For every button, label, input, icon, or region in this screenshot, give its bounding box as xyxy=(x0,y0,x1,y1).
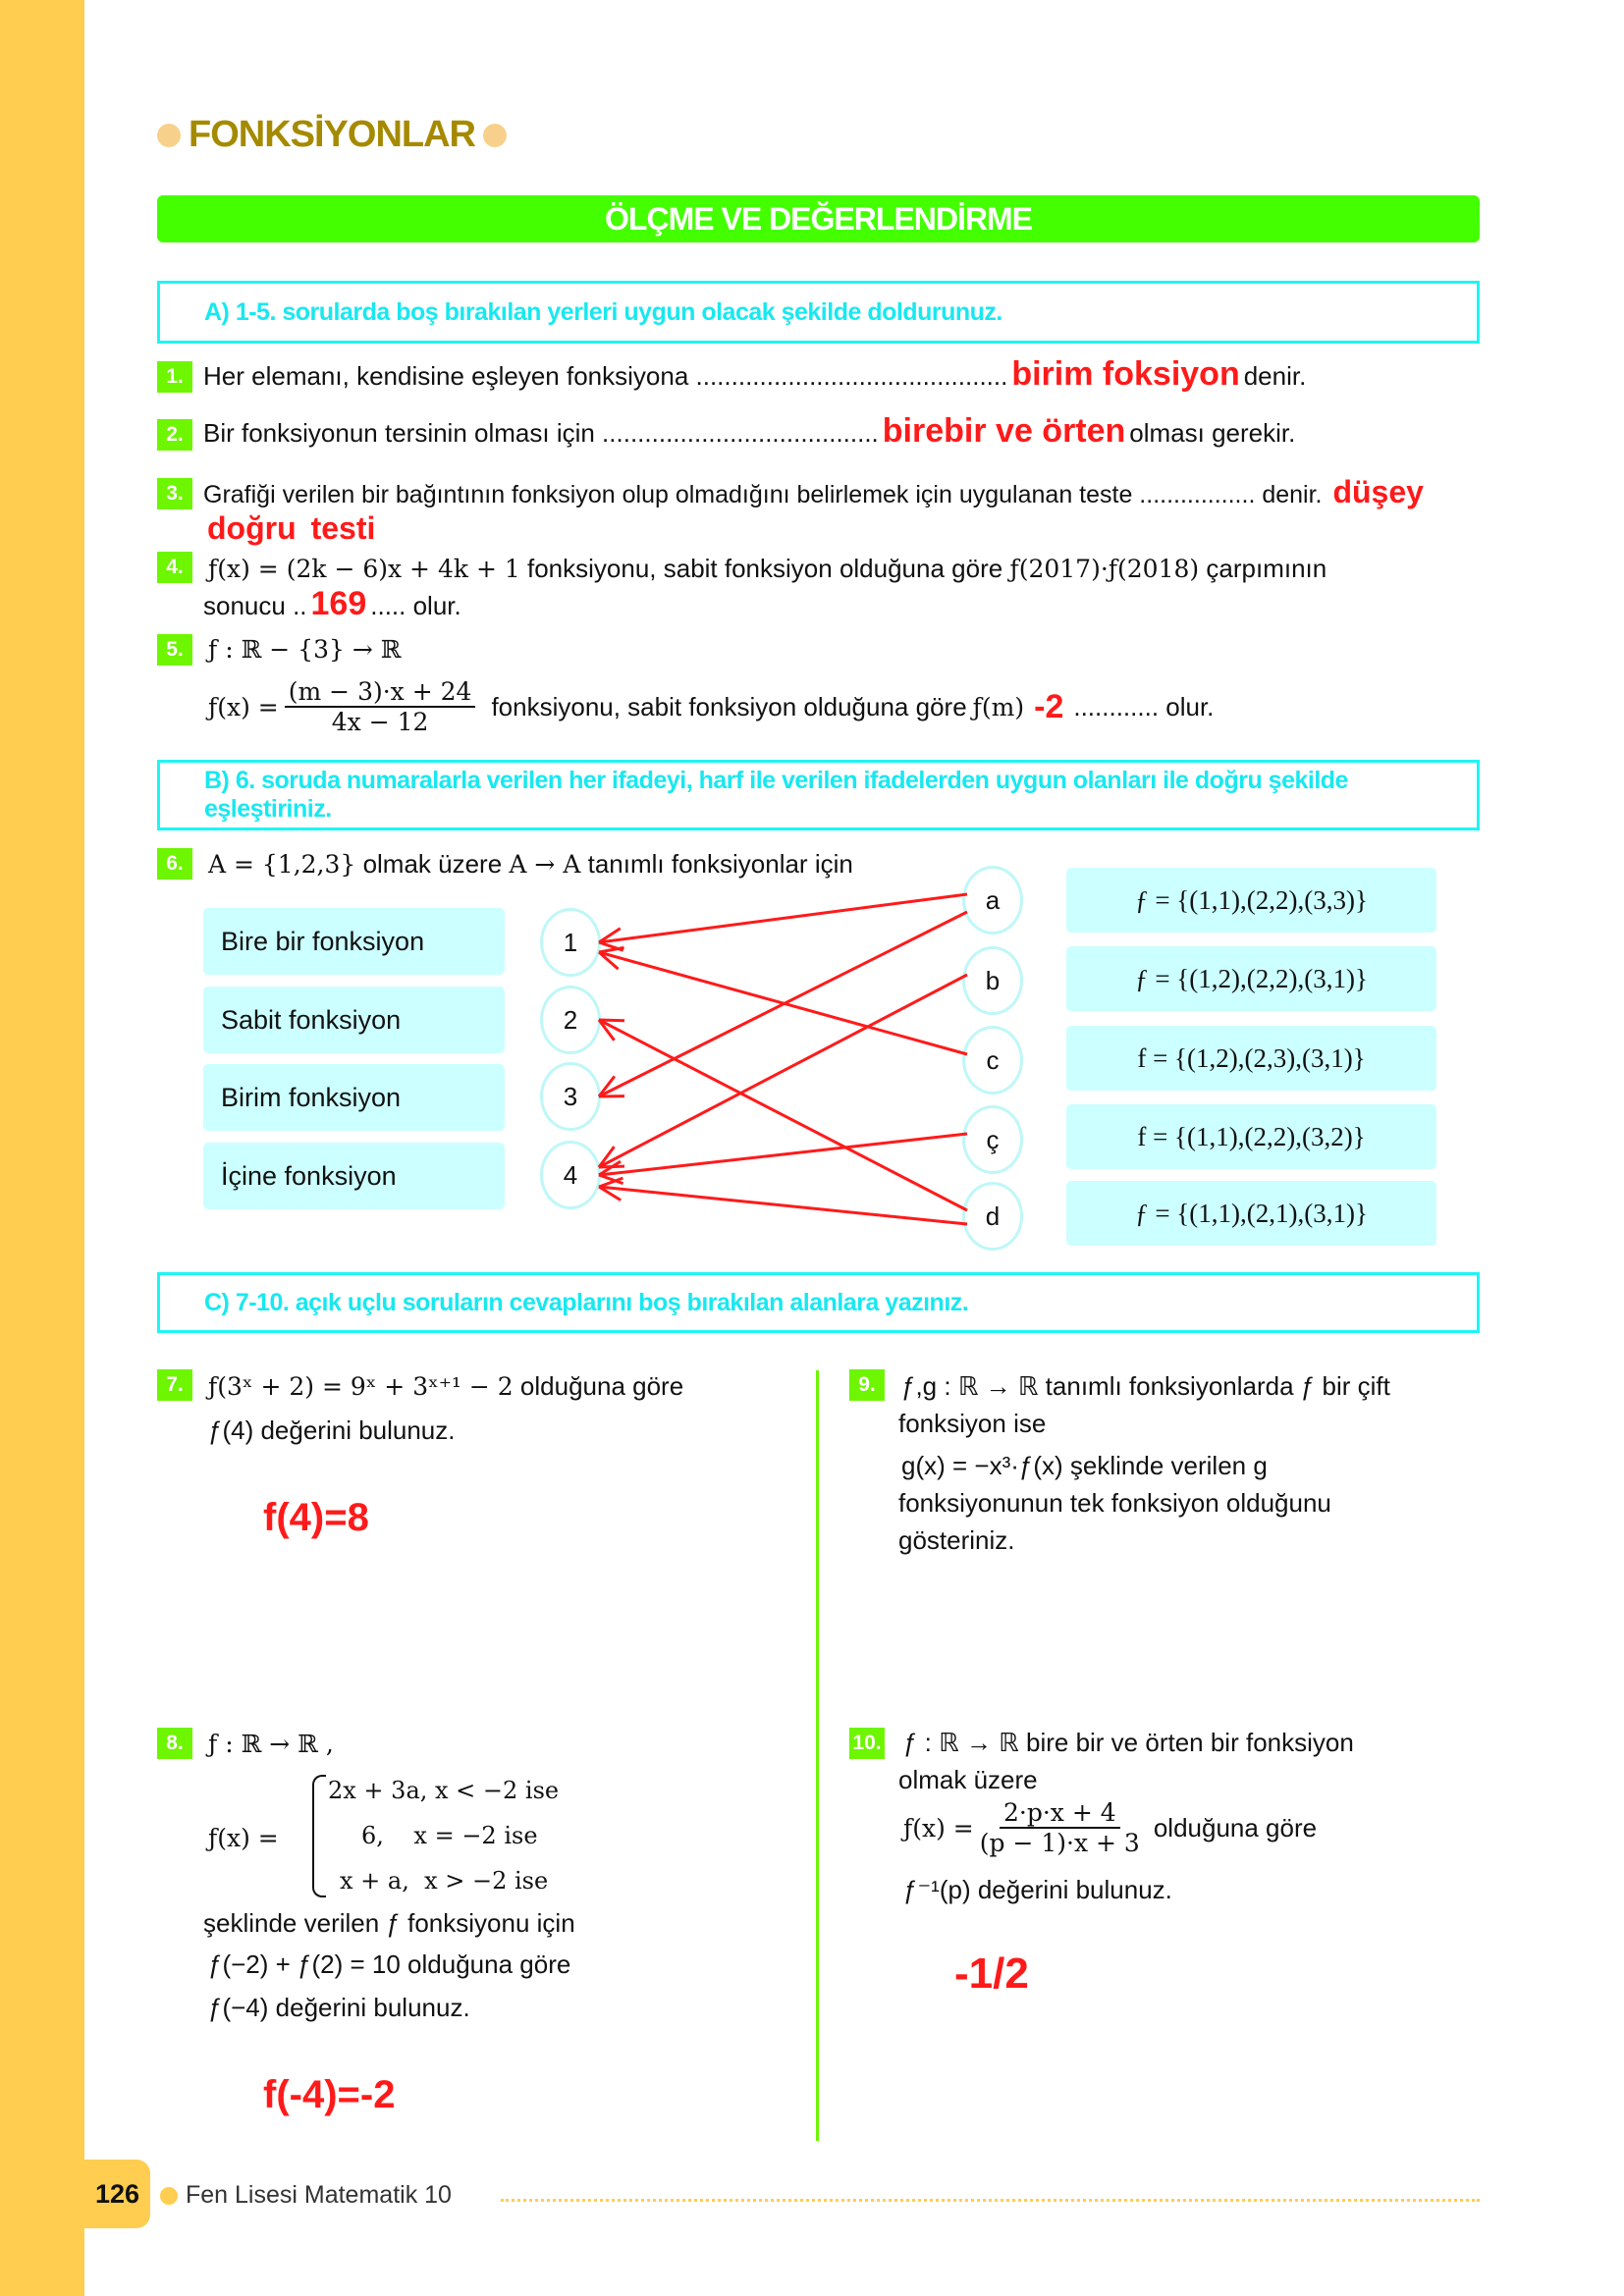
arrow-line xyxy=(599,1187,967,1224)
q1-text-before: Her elemanı, kendisine eşleyen fonksiyona ............................................ xyxy=(203,361,1008,391)
q9-line3: g(x) = −x³·ƒ(x) şeklinde verilen g xyxy=(901,1451,1268,1480)
footer-book xyxy=(160,2181,452,2210)
left-item: Sabit fonksiyon xyxy=(203,987,505,1053)
left-item: Bire bir fonksiyon xyxy=(203,908,505,975)
q5-text: fonksiyonu, sabit fonksiyon olduğuna göre xyxy=(491,691,967,721)
q5-lhs: ƒ(x) = xyxy=(208,692,279,721)
match-arrow-a-1 xyxy=(599,894,967,950)
right-item: f = {(1,1),(2,2),(3,2)} xyxy=(1066,1104,1436,1169)
answer-4: 169 xyxy=(310,585,367,622)
q6-mapping: A → A xyxy=(509,850,581,879)
q9-line1: ƒ,g : ℝ → ℝ tanımlı fonksiyonlarda ƒ bir çift xyxy=(901,1371,1390,1401)
q9-line4: fonksiyonunun tek fonksiyon olduğunu xyxy=(898,1488,1331,1518)
q6-text2: tanımlı fonksiyonlar için xyxy=(587,849,853,879)
q7-line2: ƒ(4) değerini bulunuz. xyxy=(208,1415,456,1445)
number-node: 2 xyxy=(540,986,601,1054)
q7-formula: ƒ(3ˣ + 2) = 9ˣ + 3ˣ⁺¹ − 2 xyxy=(208,1372,514,1401)
answer-8: f(-4)=-2 xyxy=(263,2073,396,2116)
section-a-instruction: A) 1-5. sorularda boş bırakılan yerleri uygun olacak şekilde doldurunuz. xyxy=(157,281,1480,344)
q2-text-before: Bir fonksiyonun tersinin olması için ....................................... xyxy=(203,418,879,448)
q4-tail: çarpımının xyxy=(1206,554,1327,583)
arrow-line xyxy=(599,894,967,942)
bullet-icon xyxy=(160,2187,178,2205)
q6-set: A = {1,2,3} xyxy=(208,850,356,879)
letter-node: b xyxy=(962,946,1023,1015)
match-arrow-d-2 xyxy=(599,1020,967,1210)
q8-line3: ƒ(−4) değerini bulunuz. xyxy=(208,1993,470,2022)
q5-dots: ............ olur. xyxy=(1073,691,1215,721)
left-item: Birim fonksiyon xyxy=(203,1064,505,1131)
question-number: 9. xyxy=(849,1369,885,1401)
q1-text-after: denir. xyxy=(1243,361,1307,391)
match-arrow-c-1 xyxy=(599,947,967,1054)
answer-3-line3: testi xyxy=(310,510,376,546)
q4-expression: ƒ(2017)·ƒ(2018) xyxy=(1009,555,1200,583)
number-node: 1 xyxy=(540,908,601,977)
q8-case: 6, x = −2 ise xyxy=(361,1822,538,1849)
page-number: 126 xyxy=(84,2160,150,2228)
q5-expression: ƒ(m) xyxy=(972,692,1025,721)
q10-numerator: 2·p·x + 4 xyxy=(1000,1798,1120,1829)
q7-line1 xyxy=(208,1371,683,1402)
section-c-instruction: C) 7-10. açık uçlu soruların cevaplarını boş bırakılan alanlara yazınız. xyxy=(157,1272,1480,1333)
q4-text: fonksiyonu, sabit fonksiyon olduğuna göre xyxy=(526,554,1003,583)
q4-formula: ƒ(x) = (2k − 6)x + 4k + 1 xyxy=(208,555,520,583)
q10-denominator: (p − 1)·x + 3 xyxy=(979,1829,1140,1857)
q5-domain: ƒ : ℝ − {3} → ℝ xyxy=(208,635,402,664)
brace-icon xyxy=(312,1775,326,1897)
q10-fraction xyxy=(980,1798,1140,1857)
q8-line2: ƒ(−2) + ƒ(2) = 10 olduğuna göre xyxy=(208,1949,571,1979)
q10-line1: ƒ : ℝ → ℝ bire bir ve örten bir fonksiyon xyxy=(903,1728,1354,1757)
answer-7: f(4)=8 xyxy=(263,1496,369,1539)
q7-text: olduğuna göre xyxy=(519,1371,684,1401)
answer-3-line1: düşey xyxy=(1332,474,1424,509)
q2-text-after: olması gerekir. xyxy=(1129,418,1296,448)
question-number: 10. xyxy=(849,1728,885,1759)
q10-lhs: ƒ(x) = xyxy=(903,1813,974,1842)
column-divider xyxy=(816,1370,819,2141)
right-item: ƒ = {(1,1),(2,1),(3,1)} xyxy=(1066,1181,1436,1246)
left-item: İçine fonksiyon xyxy=(203,1143,505,1209)
q10-line3: ƒ⁻¹(p) değerini bulunuz. xyxy=(903,1875,1172,1904)
question-number: 8. xyxy=(157,1728,192,1759)
answer-2: birebir ve örten xyxy=(882,412,1126,450)
book-title: Fen Lisesi Matematik 10 xyxy=(186,2181,452,2209)
question-number: 2. xyxy=(157,419,192,451)
section-banner: ÖLÇME VE DEĞERLENDİRME xyxy=(157,195,1480,242)
q9-line2: fonksiyon ise xyxy=(898,1409,1047,1438)
q10-tail: olduğuna göre xyxy=(1153,1812,1318,1842)
right-item: ƒ = {(1,2),(2,2),(3,1)} xyxy=(1066,946,1436,1011)
q8-domain: ƒ : ℝ → ℝ , xyxy=(208,1730,334,1758)
question-number: 3. xyxy=(157,478,192,509)
question-number: 6. xyxy=(157,848,192,880)
letter-node: c xyxy=(962,1026,1023,1095)
letter-node: a xyxy=(962,866,1023,934)
arrow-line xyxy=(599,1134,967,1175)
question-number: 4. xyxy=(157,552,192,583)
answer-1: birim foksiyon xyxy=(1011,355,1240,393)
q8-case: 2x + 3a, x < −2 ise xyxy=(328,1777,560,1804)
answer-10: -1/2 xyxy=(954,1949,1029,1998)
q6-text: olmak üzere xyxy=(362,849,503,879)
right-item: f = {(1,2),(2,3),(3,1)} xyxy=(1066,1026,1436,1091)
q10-formula-line xyxy=(903,1798,1317,1857)
footer-dotted-rule xyxy=(501,2199,1480,2202)
q5-denominator: 4x − 12 xyxy=(331,708,429,736)
arrowhead-icon xyxy=(599,1020,624,1021)
number-node: 3 xyxy=(540,1062,601,1131)
letter-node: ç xyxy=(962,1105,1023,1174)
q8-case: x + a, x > −2 ise xyxy=(340,1867,549,1895)
q9-line5: gösteriniz. xyxy=(898,1525,1015,1555)
answer-5: -2 xyxy=(1034,687,1064,725)
chapter-title: FONKSİYONLAR xyxy=(189,114,475,155)
letter-node: d xyxy=(962,1182,1023,1251)
right-item: ƒ = {(1,1),(2,2),(3,3)} xyxy=(1066,868,1436,933)
number-node: 4 xyxy=(540,1141,601,1209)
q8-lhs: ƒ(x) = xyxy=(208,1824,279,1852)
answer-3-line2: doğru xyxy=(207,510,297,546)
q5-numerator: (m − 3)·x + 24 xyxy=(285,677,476,708)
q4-line2-end: ..... olur. xyxy=(370,591,461,620)
question-number: 1. xyxy=(157,361,192,393)
question-number: 5. xyxy=(157,634,192,666)
q3-text: Grafiği verilen bir bağıntının fonksiyon olup olmadığını belirlemek için uygulanan teste ................. denir. xyxy=(203,481,1323,508)
match-arrow-ç-4 xyxy=(599,1134,967,1184)
q8-line1: şeklinde verilen ƒ fonksiyonu için xyxy=(203,1908,575,1938)
arrow-line xyxy=(599,1020,967,1210)
q4-line2-start: sonucu .. xyxy=(203,591,307,620)
match-arrow-d-4 xyxy=(599,1178,967,1224)
q10-line2: olmak üzere xyxy=(898,1765,1038,1794)
question-number: 7. xyxy=(157,1369,192,1401)
section-b-instruction: B) 6. soruda numaralarla verilen her ifadeyi, harf ile verilen ifadelerden uygun olanları ile doğru şekilde eşleştiriniz. xyxy=(157,760,1480,830)
